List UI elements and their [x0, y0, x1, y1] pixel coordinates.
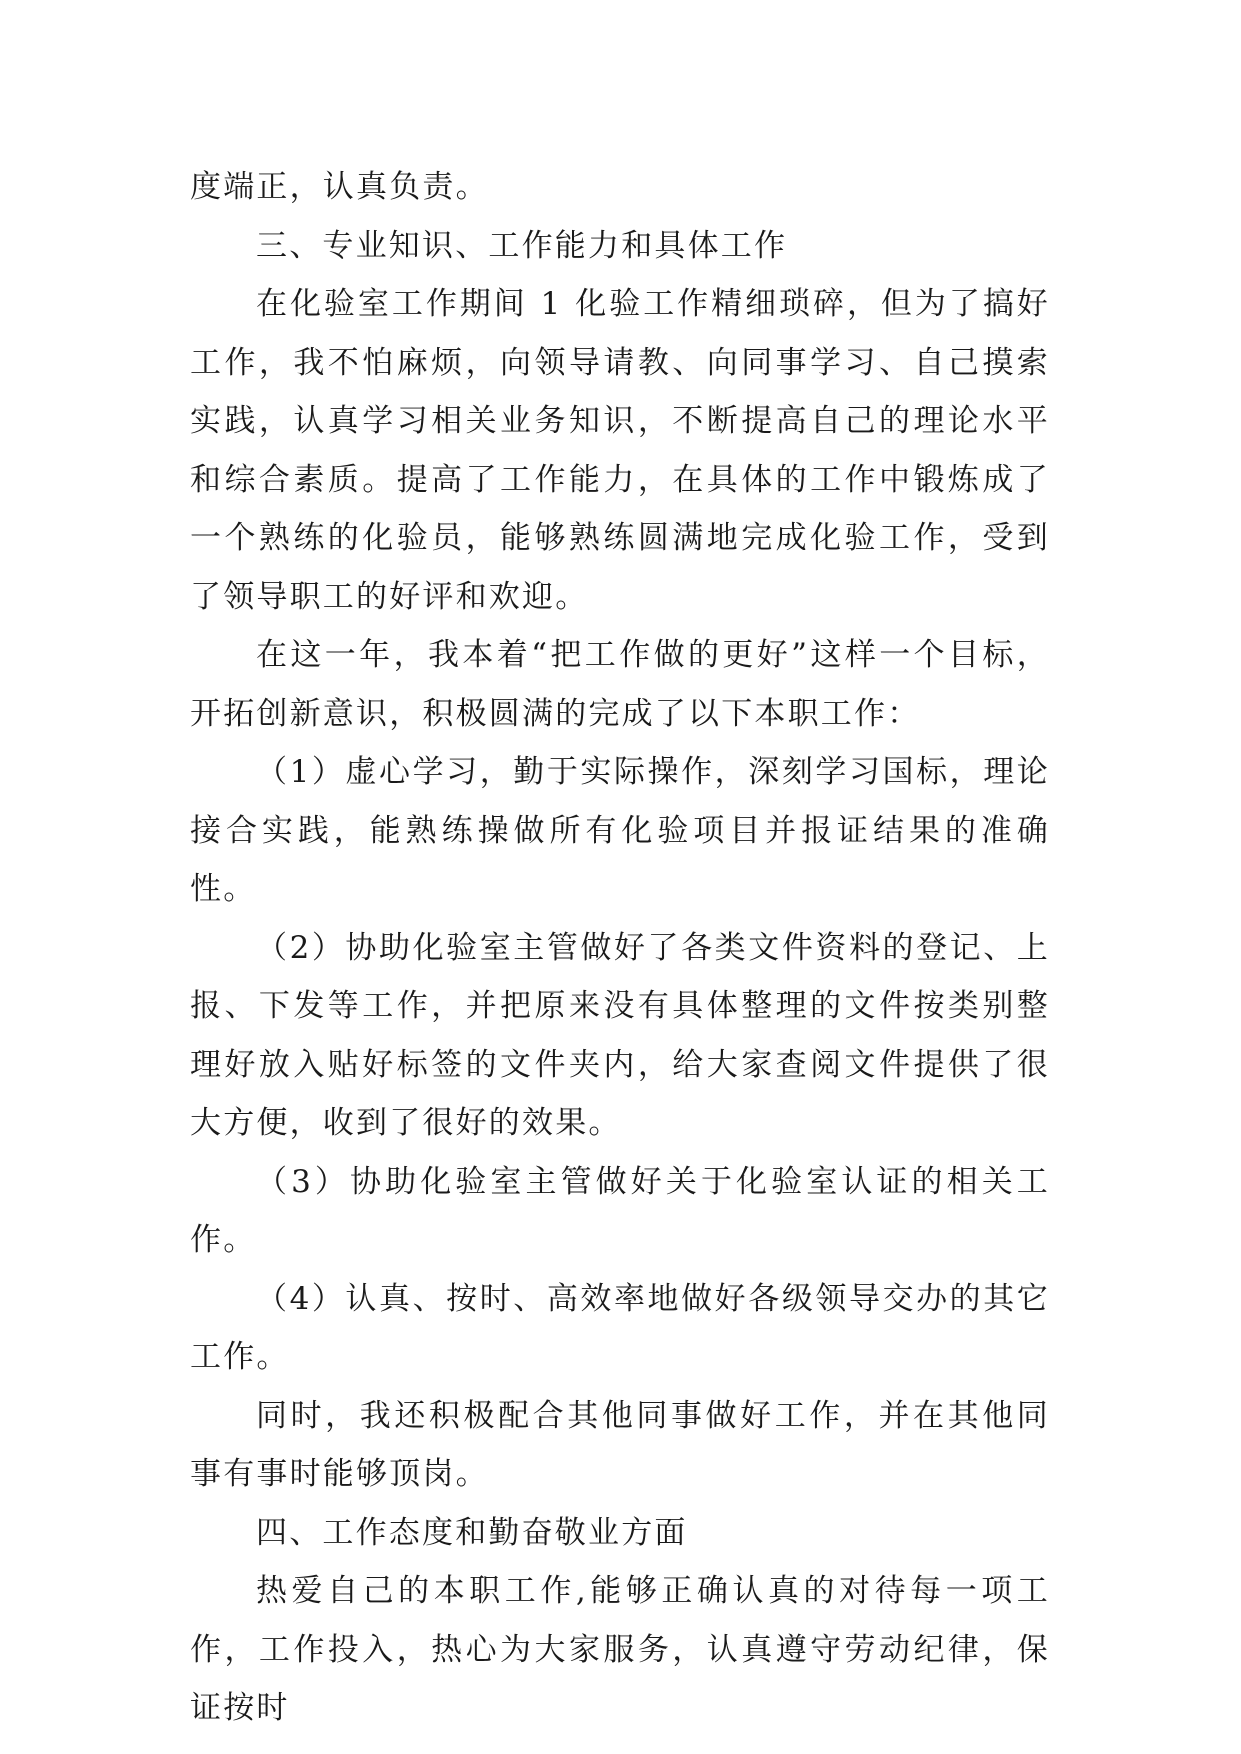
- paragraph-lab-work: 在化验室工作期间 1 化验工作精细琐碎，但为了搞好工作，我不怕麻烦，向领导请教、向同事学习、自己摸索实践，认真学习相关业务知识，不断提高自己的理论水平和综合素质。提高了工作能力，在具体的工作中锻炼成了一个熟练的化验员，能够熟练圆满地完成化验工作，受到了领导职工的好评和欢迎。: [190, 286, 1050, 615]
- list-item-2: （2）协助化验室主管做好了各类文件资料的登记、上报、下发等工作，并把原来没有具体整理的文件按类别整理好放入贴好标签的文件夹内，给大家查阅文件提供了很大方便，收到了很好的效果。: [190, 929, 1050, 1141]
- paragraph-continuation: 度端正，认真负责。: [190, 169, 489, 205]
- section-heading-3: 三、专业知识、工作能力和具体工作: [256, 227, 788, 264]
- list-item-1: （1）虚心学习，勤于实际操作，深刻学习国标，理论接合实践，能熟练操做所有化验项目并报证结果的准确性。: [190, 754, 1050, 907]
- paragraph-cooperation: 同时，我还积极配合其他同事做好工作，并在其他同事有事时能够顶岗。: [190, 1397, 1050, 1492]
- paragraph-year-goal: 在这一年，我本着“把工作做的更好”这样一个目标，开拓创新意识，积极圆满的完成了以下本职工作：: [190, 637, 1050, 732]
- list-item-4: （4）认真、按时、高效率地做好各级领导交办的其它工作。: [190, 1280, 1050, 1375]
- list-item-3: （3）协助化验室主管做好关于化验室认证的相关工作。: [190, 1163, 1050, 1258]
- paragraph-work-attitude: 热爱自己的本职工作,能够正确认真的对待每一项工作，工作投入，热心为大家服务，认真遵守劳动纪律，保证按时: [190, 1573, 1050, 1726]
- section-heading-4: 四、工作态度和勤奋敬业方面: [256, 1514, 688, 1551]
- document-body: [190, 158, 1050, 1738]
